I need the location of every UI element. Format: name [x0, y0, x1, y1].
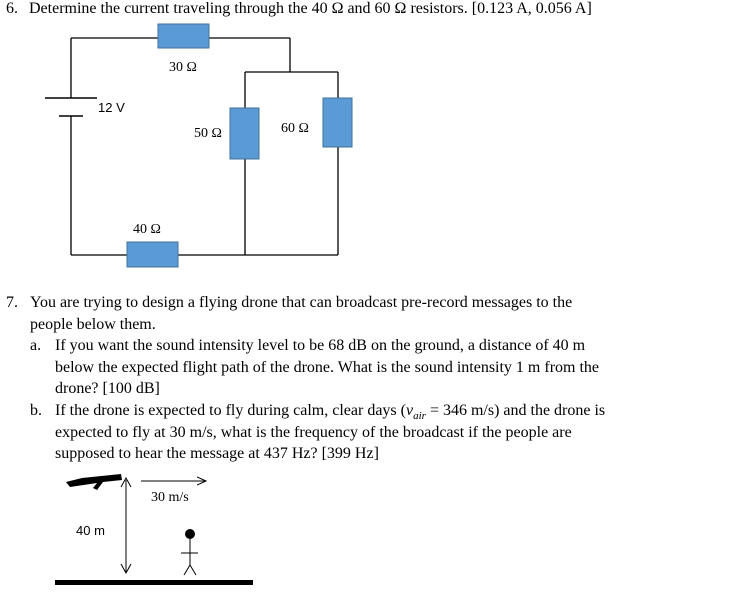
part-a-line2: below the expected flight path of the drone. What is the sound intensity 1 m from the: [55, 359, 600, 376]
question-7-line1: You are trying to design a flying drone that can broadcast pre-record messages to the: [30, 294, 573, 311]
v-air-subscript: air: [413, 410, 426, 423]
question-6-number: 6.: [6, 0, 18, 17]
question-7-line2: people below them.: [30, 316, 156, 333]
resistor-30-label: 30 Ω: [169, 60, 197, 75]
resistor-50-label: 50 Ω: [194, 126, 222, 141]
part-b-line3: supposed to hear the message at 437 Hz? [399 Hz]: [55, 445, 379, 462]
part-b-line1: If the drone is expected to fly during calm, clear days ($v_{air} = 346$ m/s) and the drone is: [55, 402, 606, 423]
part-b-marker: b.: [30, 402, 42, 419]
resistor-60-label: 60 Ω: [281, 121, 309, 136]
part-a-line1: If you want the sound intensity level to be 68 dB on the ground, a distance of 40 m: [55, 337, 586, 354]
speed-label: 30 m/s: [151, 490, 189, 505]
question-6-text: Determine the current traveling through the 40 Ω and 60 Ω resistors. [0.123 A, 0.056 A]: [29, 0, 592, 17]
part-a-line3: drone? [100 dB]: [55, 380, 160, 397]
person-icon: [181, 529, 198, 575]
drone-icon: [66, 474, 122, 490]
ground-line: [55, 580, 253, 585]
v-air-symbol: v: [405, 402, 414, 419]
question-7-number: 7.: [6, 294, 18, 311]
part-b-line2: expected to fly at 30 m/s, what is the frequency of the broadcast if the people are: [55, 424, 572, 441]
battery-label: 12 V: [98, 100, 125, 115]
part-a-marker: a.: [30, 337, 42, 354]
resistor-40-label: 40 Ω: [133, 222, 161, 237]
height-label: 40 m: [76, 523, 105, 538]
